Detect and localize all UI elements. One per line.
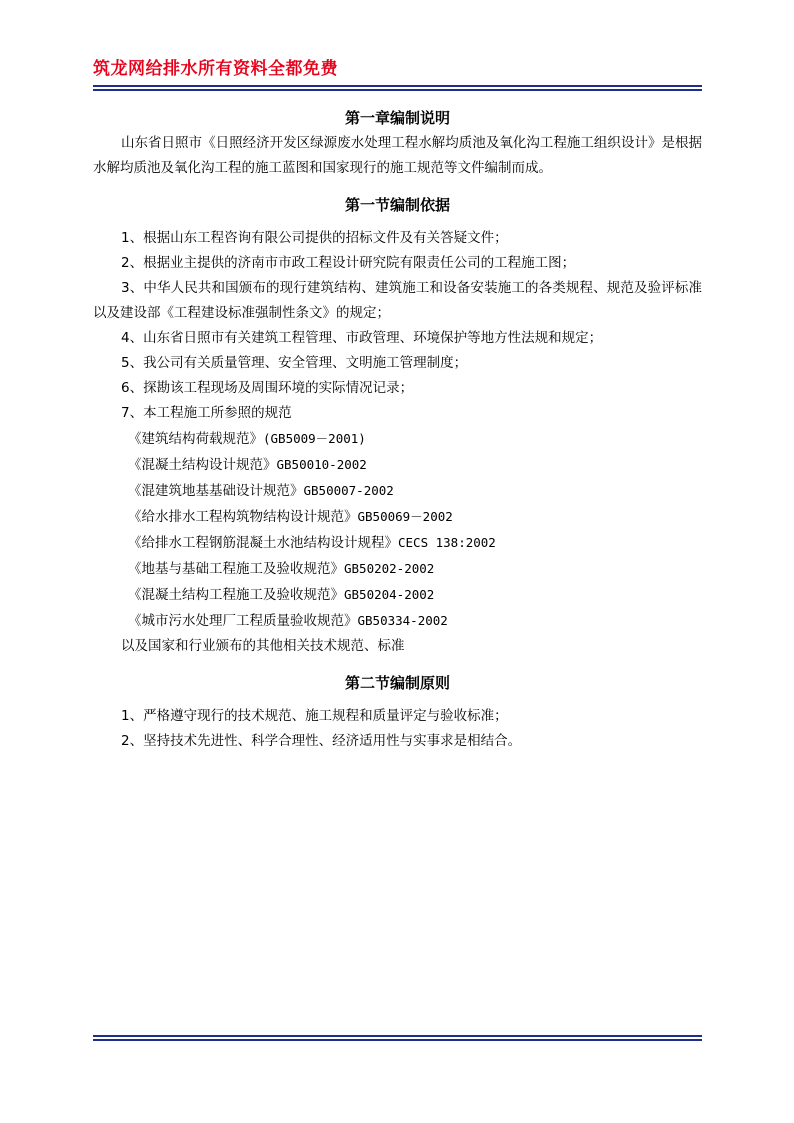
chapter-title: 第一章编制说明 — [344, 109, 450, 127]
chapter-intro-paragraph: 山东省日照市《日照经济开发区绿源废水处理工程水解均质池及氧化沟工程施工组织设计》是根据水解均质池及氧化沟工程的施工蓝图和国家现行的施工规范等文件编制而成。 — [93, 135, 702, 176]
header-divider-line — [93, 85, 702, 87]
standard-code: GB50010-2002 — [276, 457, 367, 472]
page-header-title: 筑龙网给排水所有资料全都免费 — [93, 59, 338, 79]
standard-code: GB50204-2002 — [344, 587, 435, 602]
basis-item: 4、山东省日照市有关建筑工程管理、市政管理、环境保护等地方性法规和规定； — [121, 330, 603, 346]
standard-name: 《给排水工程钢筋混凝土水池结构设计规程》 — [128, 535, 398, 551]
standard-code: GB50334-2002 — [357, 613, 448, 628]
standard-reference — [93, 582, 702, 608]
section-basis-title: 第一节编制依据 — [344, 196, 450, 214]
standard-name: 《给水排水工程构筑物结构设计规范》 — [128, 509, 358, 525]
document-body — [93, 106, 702, 754]
standard-reference — [93, 452, 702, 478]
principle-item: 1、严格遵守现行的技术规范、施工规程和质量评定与验收标准； — [121, 708, 508, 724]
standard-code: CECS 138:2002 — [398, 535, 496, 550]
footer-divider-line — [93, 1039, 702, 1041]
section-principles-title: 第二节编制原则 — [344, 674, 450, 692]
standard-reference — [93, 608, 702, 634]
basis-item: 2、根据业主提供的济南市市政工程设计研究院有限责任公司的工程施工图； — [121, 255, 576, 271]
basis-item: 3、中华人民共和国颁布的现行建筑结构、建筑施工和设备安装施工的各类规程、规范及验评标准以及建设部《工程建设标准强制性条文》的规定； — [93, 280, 702, 321]
standard-name: 《建筑结构荷载规范》 — [128, 431, 263, 447]
basis-item: 7、本工程施工所参照的规范 — [121, 405, 292, 421]
footer-divider-line — [93, 1035, 702, 1037]
standard-code: GB50007-2002 — [303, 483, 394, 498]
header-divider-line — [93, 89, 702, 91]
basis-item: 1、根据山东工程咨询有限公司提供的招标文件及有关答疑文件； — [121, 230, 508, 246]
standard-name: 《混凝土结构设计规范》 — [128, 457, 277, 473]
standard-name: 《地基与基础工程施工及验收规范》 — [128, 561, 344, 577]
standard-reference — [93, 556, 702, 582]
standard-name: 《混建筑地基基础设计规范》 — [128, 483, 304, 499]
standard-code: GB50202-2002 — [344, 561, 435, 576]
standard-reference — [93, 478, 702, 504]
standard-reference — [93, 426, 702, 452]
basis-closing: 以及国家和行业颁布的其他相关技术规范、标准 — [121, 638, 405, 654]
basis-item: 6、探勘该工程现场及周围环境的实际情况记录； — [121, 380, 414, 396]
standard-reference — [93, 504, 702, 530]
basis-item: 5、我公司有关质量管理、安全管理、文明施工管理制度； — [121, 355, 468, 371]
principle-item: 2、坚持技术先进性、科学合理性、经济适用性与实事求是相结合。 — [121, 733, 522, 749]
standard-name: 《混凝土结构工程施工及验收规范》 — [128, 587, 344, 603]
standard-code: (GB5009－2001) — [263, 431, 366, 446]
standard-code: GB50069－2002 — [357, 509, 453, 524]
standard-reference — [93, 530, 702, 556]
standard-name: 《城市污水处理厂工程质量验收规范》 — [128, 613, 358, 629]
